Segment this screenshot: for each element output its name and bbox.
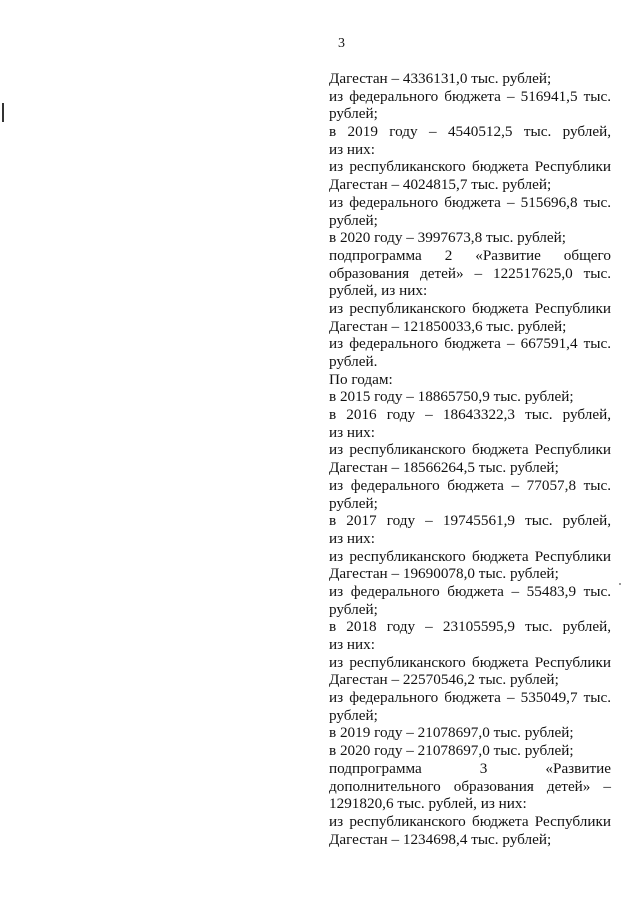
- text-line: из них:: [329, 529, 375, 547]
- text-line: из республиканского бюджета Республики: [329, 653, 611, 671]
- text-line: рублей;: [329, 105, 378, 123]
- text-line: из республиканского бюджета Республики: [329, 158, 611, 176]
- scan-margin-mark: [2, 103, 4, 122]
- text-line: из них:: [329, 140, 375, 158]
- text-line: в 2020 году – 21078697,0 тыс. рублей;: [329, 742, 574, 760]
- text-line: в 2018 году – 23105595,9 тыс. рублей,: [329, 618, 611, 636]
- text-line: в 2016 году – 18643322,3 тыс. рублей,: [329, 406, 611, 424]
- text-line: Дагестан – 22570546,2 тыс. рублей;: [329, 671, 559, 689]
- text-line: в 2017 году – 19745561,9 тыс. рублей,: [329, 512, 611, 530]
- text-line: из федерального бюджета – 77057,8 тыс.: [329, 476, 611, 494]
- text-line: из республиканского бюджета Республики: [329, 299, 611, 317]
- text-line: из федерального бюджета – 515696,8 тыс.: [329, 193, 611, 211]
- text-line: Дагестан – 1234698,4 тыс. рублей;: [329, 830, 552, 848]
- text-line: рублей;: [329, 211, 378, 229]
- text-line: подпрограмма 2 «Развитие общего: [329, 246, 611, 264]
- text-line: из федерального бюджета – 535049,7 тыс.: [329, 689, 611, 707]
- text-line: Дагестан – 4024815,7 тыс. рублей;: [329, 176, 552, 194]
- text-line: рублей;: [329, 706, 378, 724]
- text-line: рублей;: [329, 600, 378, 618]
- page-number: 3: [338, 36, 345, 51]
- text-line: дополнительного образования детей» –: [329, 777, 611, 795]
- text-line: По годам:: [329, 370, 393, 388]
- text-line: в 2019 году – 4540512,5 тыс. рублей,: [329, 123, 611, 141]
- text-line: из федерального бюджета – 516941,5 тыс.: [329, 87, 611, 105]
- text-line: в 2019 году – 21078697,0 тыс. рублей;: [329, 724, 574, 742]
- text-line: из республиканского бюджета Республики: [329, 812, 611, 830]
- text-line: рублей, из них:: [329, 282, 428, 300]
- text-line: в 2015 году – 18865750,9 тыс. рублей;: [329, 388, 574, 406]
- text-line: Дагестан – 121850033,6 тыс. рублей;: [329, 317, 567, 335]
- text-line: из республиканского бюджета Республики: [329, 547, 611, 565]
- text-line: из федерального бюджета – 55483,9 тыс.: [329, 582, 611, 600]
- text-line: Дагестан – 19690078,0 тыс. рублей;: [329, 565, 559, 583]
- text-line: из республиканского бюджета Республики: [329, 441, 611, 459]
- text-line: рублей;: [329, 494, 378, 512]
- document-body-text: [329, 70, 611, 848]
- text-line: 1291820,6 тыс. рублей, из них:: [329, 795, 527, 813]
- scan-speck: [619, 583, 621, 585]
- text-line: в 2020 году – 3997673,8 тыс. рублей;: [329, 229, 566, 247]
- text-line: подпрограмма 3 «Развитие: [329, 759, 611, 777]
- text-line: из них:: [329, 423, 375, 441]
- text-line: Дагестан – 18566264,5 тыс. рублей;: [329, 459, 559, 477]
- text-line: Дагестан – 4336131,0 тыс. рублей;: [329, 70, 552, 87]
- text-line: из федерального бюджета – 667591,4 тыс.: [329, 335, 611, 353]
- text-line: рублей.: [329, 353, 378, 370]
- text-line: из них:: [329, 636, 375, 653]
- text-line: образования детей» – 122517625,0 тыс.: [329, 264, 611, 282]
